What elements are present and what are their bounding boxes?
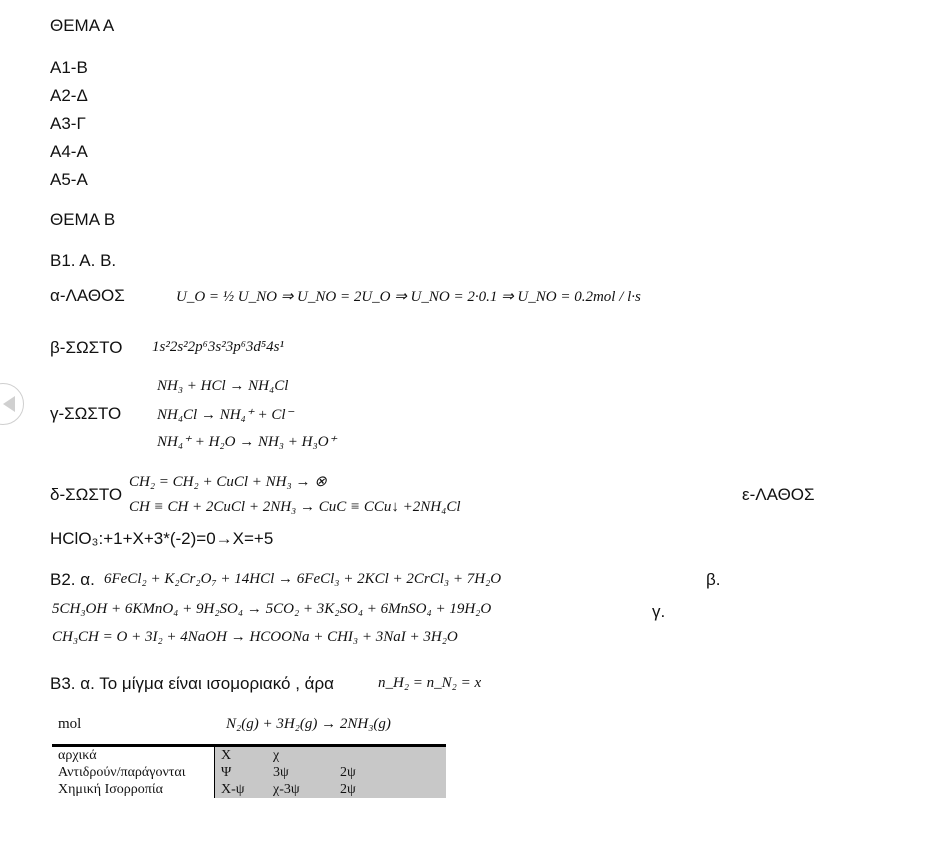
b1-epsilon-label: ε-ΛΑΘΟΣ — [742, 485, 815, 504]
b2-gamma-equation: CH₃CH = O + 3I₂ + 4NaOH → HCOONa + CHI₃ + 3NaI + 3H₂O — [52, 629, 458, 645]
chevron-left-icon — [3, 396, 17, 412]
b1-alpha-equation: U_O = ½ U_NO ⇒ U_NO = 2U_O ⇒ U_NO = 2·0.1 ⇒ U_NO = 0.2mol / l·s — [176, 289, 641, 305]
b1-delta-equation-1: CH₂ = CH₂ + CuCl + NH₃ → ⊗ — [129, 474, 327, 490]
b2-alpha-equation: 6FeCl₂ + K₂Cr₂O₇ + 14HCl → 6FeCl₃ + 2KCl + 2CrCl₃ + 7H₂O — [104, 571, 502, 587]
answer-a3: Α3-Γ — [50, 114, 86, 133]
b2-header: Β2. α. — [50, 570, 95, 589]
table-unit-label: mol — [58, 716, 82, 732]
theme-a-title: ΘΕΜΑ Α — [50, 16, 115, 35]
previous-page-button[interactable] — [0, 383, 24, 425]
table-cell — [334, 746, 446, 765]
answer-a5: Α5-Α — [50, 170, 88, 189]
table-cell: Χ-ψ — [215, 781, 268, 798]
equilibrium-table — [52, 744, 446, 798]
b3-header: Β3. α. Το μίγμα είναι ισομοριακό , άρα — [50, 674, 334, 693]
table-cell: Χ — [215, 746, 268, 765]
b2-gamma-label: γ. — [652, 602, 666, 621]
b1-delta-equation-2: CH ≡ CH + 2CuCl + 2NH₃ → CuC ≡ CCu↓ +2NH₄Cl — [129, 499, 461, 515]
b1-gamma-equation-1: NH₃ + HCl → NH₄Cl — [157, 378, 289, 394]
b1-header: Β1. Α. Β. — [50, 251, 117, 270]
table-cell: χ — [267, 746, 334, 765]
table-cell: 2ψ — [334, 764, 446, 781]
table-row — [52, 764, 446, 781]
table-cell: Ψ — [215, 764, 268, 781]
b1-gamma-label: γ-ΣΩΣΤΟ — [50, 404, 122, 423]
answer-a1: Α1-Β — [50, 58, 88, 77]
b1-gamma-equation-3: NH₄⁺ + H₂O → NH₃ + H₃O⁺ — [157, 434, 337, 450]
b1-delta-label: δ-ΣΩΣΤΟ — [50, 485, 123, 504]
row-label: Χημική Ισορροπία — [52, 781, 215, 798]
theme-b-title: ΘΕΜΑ Β — [50, 210, 116, 229]
row-label: αρχικά — [52, 746, 215, 765]
table-row — [52, 746, 446, 765]
answer-a2: Α2-Δ — [50, 86, 88, 105]
table-cell: 2ψ — [334, 781, 446, 798]
hclo3-line: HClO₃:+1+X+3*(-2)=0→X=+5 — [50, 529, 274, 548]
b1-alpha-label: α-ΛΑΘΟΣ — [50, 286, 125, 305]
table-reaction: N₂(g) + 3H₂(g) → 2NH₃(g) — [226, 716, 391, 732]
answer-a4: Α4-Α — [50, 142, 88, 161]
table-cell: χ-3ψ — [267, 781, 334, 798]
b1-beta-label: β-ΣΩΣΤΟ — [50, 338, 123, 357]
b1-gamma-equation-2: NH₄Cl → NH₄⁺ + Cl⁻ — [157, 407, 294, 423]
table-cell: 3ψ — [267, 764, 334, 781]
row-label: Αντιδρούν/παράγονται — [52, 764, 215, 781]
b3-equation: n_H₂ = n_N₂ = x — [378, 675, 482, 691]
b1-beta-equation: 1s²2s²2p⁶3s²3p⁶3d⁵4s¹ — [152, 339, 284, 355]
b2-beta-label: β. — [706, 570, 721, 589]
table-row — [52, 781, 446, 798]
b2-beta-equation: 5CH₃OH + 6KMnO₄ + 9H₂SO₄ → 5CO₂ + 3K₂SO₄ + 6MnSO₄ + 19H₂O — [52, 601, 492, 617]
